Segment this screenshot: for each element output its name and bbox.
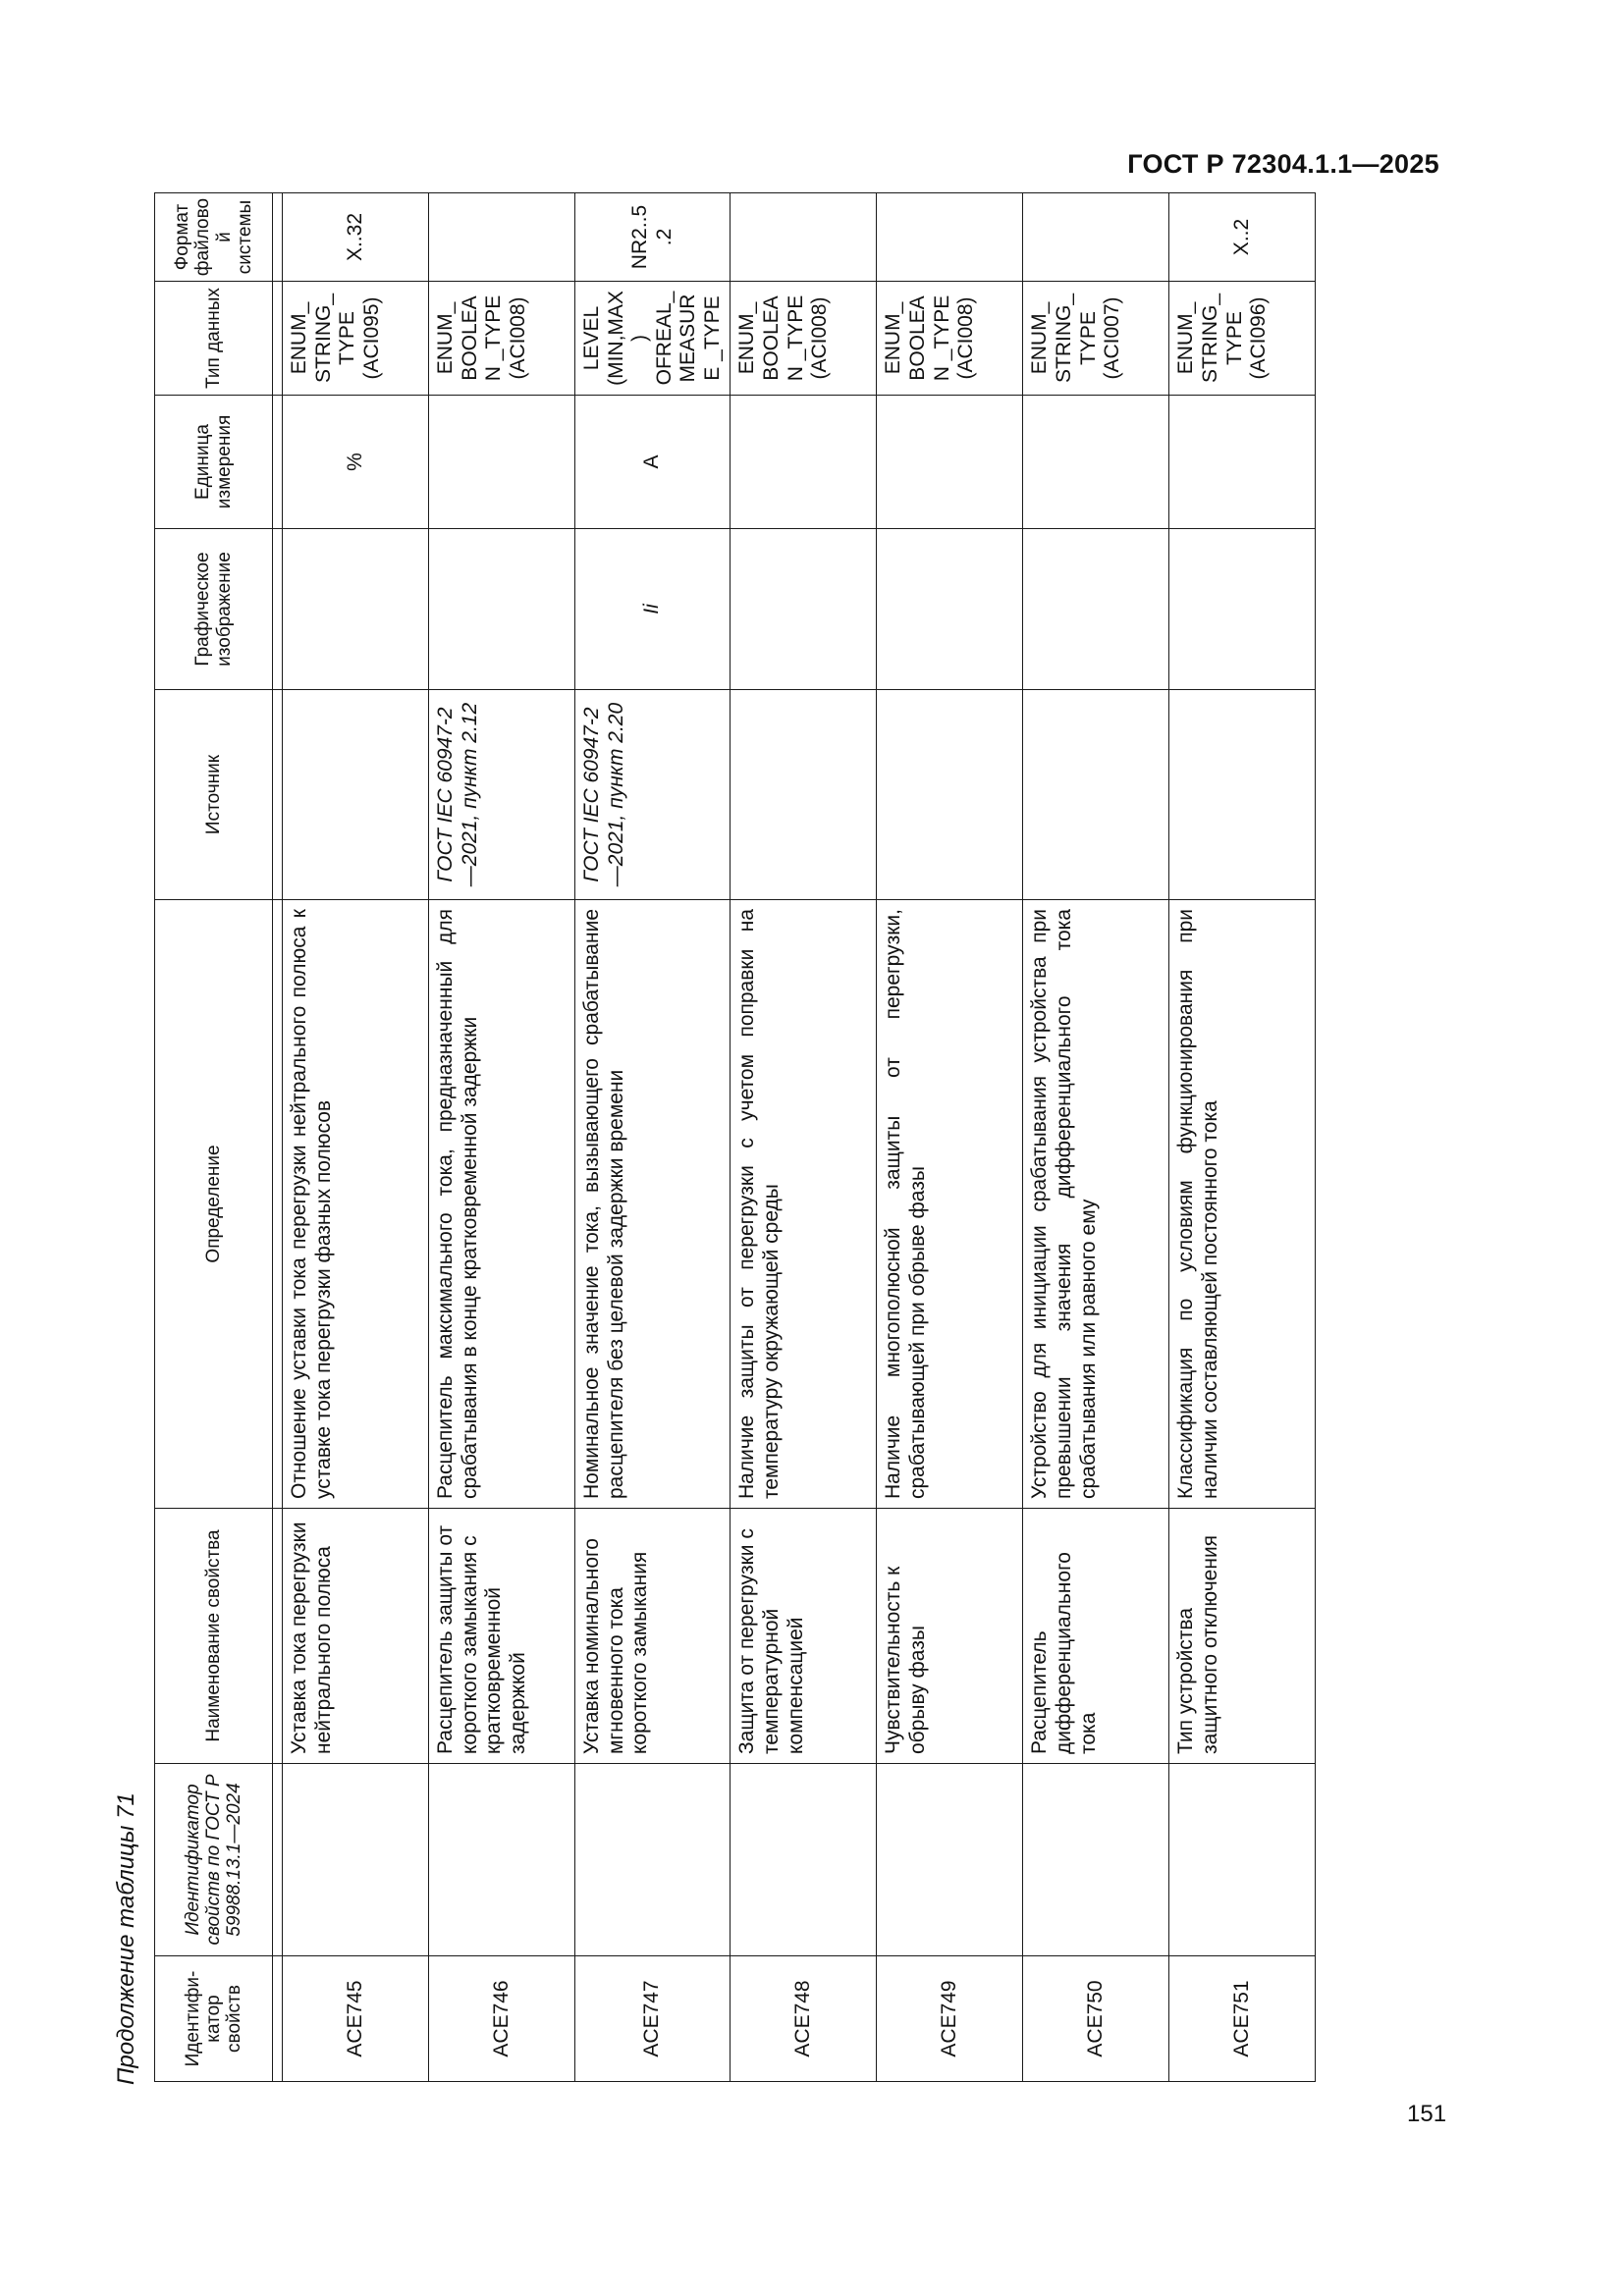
- cell-graphic: [1169, 529, 1316, 690]
- cell-id: ACE745: [283, 1956, 429, 2082]
- cell-source: [731, 690, 877, 900]
- sep-cell: [273, 396, 283, 529]
- cell-definition: Наличие защиты от перегрузки с учетом поправки на температуру окружающей среды: [731, 900, 877, 1509]
- cell-graphic: [731, 529, 877, 690]
- cell-unit: [429, 396, 575, 529]
- cell-id: ACE747: [575, 1956, 731, 2082]
- cell-id: ACE751: [1169, 1956, 1316, 2082]
- document-code-header: ГОСТ Р 72304.1.1—2025: [1127, 149, 1439, 179]
- cell-id: ACE750: [1023, 1956, 1169, 2082]
- table-row: [1023, 193, 1169, 2082]
- cell-id: ACE749: [877, 1956, 1023, 2082]
- cell-format: X..2: [1169, 193, 1316, 282]
- cell-unit: %: [283, 396, 429, 529]
- sep-cell: [273, 1956, 283, 2082]
- cell-format: NR2..5.2: [575, 193, 731, 282]
- cell-source: ГОСТ IEC 60947-2—2021, пункт 2.12: [429, 690, 575, 900]
- cell-definition: Наличие многополюсной защиты от перегрузки, срабатывающей при обрыве фазы: [877, 900, 1023, 1509]
- sep-cell: [273, 529, 283, 690]
- cell-source: [1169, 690, 1316, 900]
- cell-source: [1023, 690, 1169, 900]
- col-header-definition: Определение: [155, 900, 273, 1509]
- cell-datatype: ENUM_ BOOLEAN _TYPE (ACI008): [731, 282, 877, 396]
- cell-unit: A: [575, 396, 731, 529]
- cell-datatype: ENUM_ STRING_ TYPE (ACI095): [283, 282, 429, 396]
- cell-name: Тип устройства защитного отключения: [1169, 1509, 1316, 1764]
- cell-name: Уставка номинального мгновенного тока короткого замыкания: [575, 1509, 731, 1764]
- properties-table: [154, 192, 1316, 2082]
- cell-format: [429, 193, 575, 282]
- cell-source: [283, 690, 429, 900]
- cell-name: Расцепитель защиты от короткого замыкания с кратковременной задержкой: [429, 1509, 575, 1764]
- cell-datatype: ENUM_ STRING_ TYPE (ACI096): [1169, 282, 1316, 396]
- cell-definition: Отношение уставки тока перегрузки нейтрального полюса к уставке тока перегрузки фазных полюсов: [283, 900, 429, 1509]
- cell-definition: Устройство для инициации срабатывания устройства при превышении значения дифференциального тока срабатывания или равного ему: [1023, 900, 1169, 1509]
- table-row: [429, 193, 575, 2082]
- cell-graphic: [429, 529, 575, 690]
- cell-name: Расцепитель дифференциального тока: [1023, 1509, 1169, 1764]
- cell-datatype: ENUM_ STRING_ TYPE (ACI007): [1023, 282, 1169, 396]
- table-row: [1169, 193, 1316, 2082]
- cell-graphic: [1023, 529, 1169, 690]
- col-header-datatype: Тип данных: [155, 282, 273, 396]
- col-header-unit: Единица измерения: [155, 396, 273, 529]
- cell-unit: [1023, 396, 1169, 529]
- header-separator-row: [273, 193, 283, 2082]
- cell-datatype: ENUM_ BOOLEAN _TYPE (ACI008): [877, 282, 1023, 396]
- cell-source: [877, 690, 1023, 900]
- cell-unit: [731, 396, 877, 529]
- cell-id: ACE746: [429, 1956, 575, 2082]
- col-header-gost-id: Идентификатор свойств по ГОСТ Р 59988.13.1—2024: [155, 1764, 273, 1956]
- cell-graphic: [283, 529, 429, 690]
- cell-datatype: ENUM_ BOOLEAN _TYPE (ACI008): [429, 282, 575, 396]
- cell-id: ACE748: [731, 1956, 877, 2082]
- cell-format: [1023, 193, 1169, 282]
- cell-name: Уставка тока перегрузки нейтрального полюса: [283, 1509, 429, 1764]
- col-header-graphic: Графическое изображение: [155, 529, 273, 690]
- cell-graphic: Ii: [575, 529, 731, 690]
- table-row: [731, 193, 877, 2082]
- cell-graphic: [877, 529, 1023, 690]
- cell-definition: Классификация по условиям функционирования при наличии составляющей постоянного тока: [1169, 900, 1316, 1509]
- cell-unit: [1169, 396, 1316, 529]
- cell-gost-id: [877, 1764, 1023, 1956]
- cell-format: [877, 193, 1023, 282]
- cell-definition: Номинальное значение тока, вызывающего срабатывание расцепителя без целевой задержки времени: [575, 900, 731, 1509]
- cell-gost-id: [731, 1764, 877, 1956]
- col-header-id: Идентифи-катор свойств: [155, 1956, 273, 2082]
- col-header-source: Источник: [155, 690, 273, 900]
- sep-cell: [273, 690, 283, 900]
- cell-format: X..32: [283, 193, 429, 282]
- cell-format: [731, 193, 877, 282]
- cell-gost-id: [575, 1764, 731, 1956]
- cell-unit: [877, 396, 1023, 529]
- table-row: [877, 193, 1023, 2082]
- table-caption: Продолжение таблицы 71: [113, 1792, 139, 2085]
- sep-cell: [273, 193, 283, 282]
- col-header-format: Формат файловой системы: [155, 193, 273, 282]
- cell-name: Защита от перегрузки с температурной компенсацией: [731, 1509, 877, 1764]
- col-header-name: Наименование свойства: [155, 1509, 273, 1764]
- cell-gost-id: [429, 1764, 575, 1956]
- sep-cell: [273, 900, 283, 1509]
- sep-cell: [273, 282, 283, 396]
- table-header-row: [155, 193, 273, 2082]
- cell-gost-id: [1023, 1764, 1169, 1956]
- sep-cell: [273, 1764, 283, 1956]
- cell-source: ГОСТ IEC 60947-2—2021, пункт 2.20: [575, 690, 731, 900]
- cell-definition: Расцепитель максимального тока, предназначенный для срабатывания в конце кратковременной задержки: [429, 900, 575, 1509]
- cell-gost-id: [283, 1764, 429, 1956]
- cell-gost-id: [1169, 1764, 1316, 1956]
- rotated-table-block: [93, 197, 1309, 2085]
- sep-cell: [273, 1509, 283, 1764]
- page-number: 151: [1407, 2101, 1447, 2127]
- table-row: [283, 193, 429, 2082]
- cell-datatype: LEVEL (MIN,MAX) OFREAL_ MEASURE _TYPE: [575, 282, 731, 396]
- table-row: [575, 193, 731, 2082]
- cell-name: Чувствительность к обрыву фазы: [877, 1509, 1023, 1764]
